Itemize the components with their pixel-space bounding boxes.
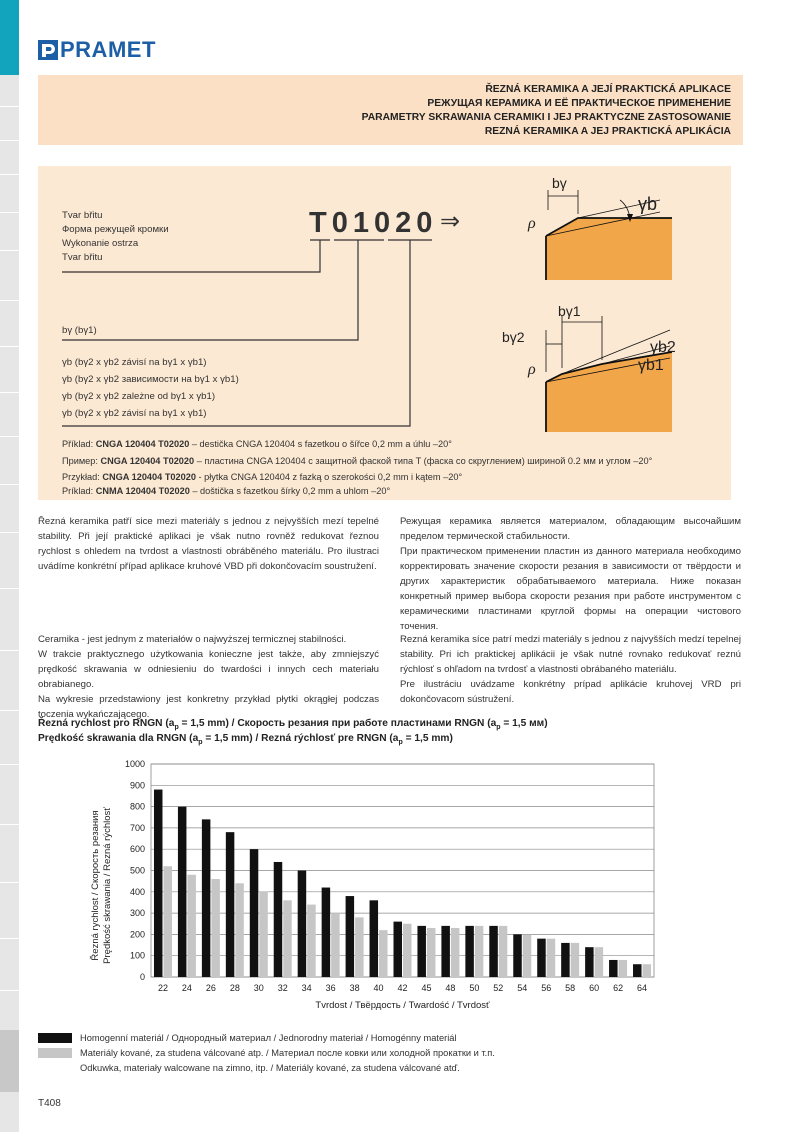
- bar-homogeneous: [370, 900, 379, 977]
- x-tick-label: 32: [277, 983, 288, 993]
- title-cz: ŘEZNÁ KERAMIKA A JEJÍ PRAKTICKÁ APLIKACE: [485, 84, 731, 95]
- bar-forged: [619, 960, 628, 977]
- x-tick-label: 28: [229, 983, 240, 993]
- paragraph-pl: Ceramika - jest jednym z materiałów o najwyższej termicznej stabilności. W trakcie praktycznego użytkowania konieczne jest także, aby zmniejszyć prędkość skrawania w odniesieniu do twardości i innych cech materiału obrabianego. Na wykresie przedstawiony jest konkretny przykład płytki okrągłej podczas toczenia wykańczającego.: [38, 634, 379, 720]
- bar-forged: [523, 934, 532, 977]
- bar-homogeneous: [394, 922, 403, 977]
- x-tick-label: 26: [205, 983, 216, 993]
- bar-homogeneous: [346, 896, 355, 977]
- bar-forged: [283, 900, 292, 977]
- x-tick-label: 64: [637, 983, 648, 993]
- example-pl: Przykład: CNGA 120404 T02020 - płytka CNGA 120404 z fazką o szerokości 0,2 mm i kątem –20°: [62, 472, 463, 482]
- y-tick-label: 600: [129, 844, 145, 855]
- fig2-bgamma2-label: bγ2: [502, 329, 525, 345]
- x-tick-label: 42: [397, 983, 408, 993]
- bar-homogeneous: [250, 849, 258, 977]
- bar-homogeneous: [561, 943, 570, 977]
- gamma-line-sk: γb (bγ2 x γb2 závisí na bγ1 x γb1): [62, 408, 207, 419]
- legend-swatch-black: [38, 1033, 72, 1043]
- y-tick-label: 400: [129, 886, 145, 897]
- legend-item-forged-line2: Odkuwka, materiały walcowane na zimno, itp. / Materiály kované, za studena válcované atď.: [80, 1063, 460, 1073]
- x-tick-label: 54: [517, 983, 528, 993]
- y-tick-label: 100: [129, 950, 145, 961]
- fig1-bgamma-label: bγ: [552, 175, 567, 191]
- x-tick-label: 58: [565, 983, 576, 993]
- y-tick-label: 800: [129, 801, 145, 812]
- x-tick-label: 45: [421, 983, 432, 993]
- x-axis-label: Tvrdost / Твёрдость / Twardość / Tvrdosť: [315, 1000, 490, 1011]
- bar-forged: [571, 943, 580, 977]
- bar-forged: [307, 905, 316, 977]
- fig1-gamma-b-label: γb: [638, 194, 658, 214]
- bar-homogeneous: [226, 832, 235, 977]
- fig2-rho-label: ρ: [528, 361, 536, 378]
- example-cz: Příklad: CNGA 120404 T02020 – destička CNGA 120404 s fazetkou o šířce 0,2 mm a úhlu –20°: [62, 439, 452, 449]
- bar-forged: [187, 875, 196, 977]
- y-tick-label: 300: [129, 908, 145, 919]
- legend-item-forged: Materiály kované, za studena válcované atp. / Материал после ковки или холодной прокатки и т.п.: [38, 1048, 495, 1058]
- x-tick-label: 40: [373, 983, 384, 993]
- legend-item-homogeneous: Homogenní materiál / Однородный материал / Jednorodny materiał / Homogénny materiál: [38, 1033, 457, 1043]
- x-tick-label: 30: [253, 983, 264, 993]
- edge-label-sk: Tvar břitu: [62, 252, 103, 263]
- bar-homogeneous: [298, 871, 307, 978]
- bar-homogeneous: [489, 926, 498, 977]
- bar-forged: [595, 947, 604, 977]
- y-axis-label: Prędkość skrawania / Rezná rýchlosť: [102, 807, 113, 964]
- title-ru: РЕЖУЩАЯ КЕРАМИКА И ЕЁ ПРАКТИЧЕСКОЕ ПРИМЕНЕНИЕ: [427, 98, 731, 109]
- edge-label-ru: Форма режущей кромки: [62, 224, 169, 235]
- y-axis-label: Řezná rychlost / Скорость резания: [90, 810, 101, 961]
- bar-homogeneous: [274, 862, 283, 977]
- paragraph-ru: Режущая керамика является материалом, обладающим высочайшим пределом термической стабильности. При практическом применении пластин из данного материала необходимо корректировать значение скорости резания в зависимости от твёрдости и других характеристик обрабатываемого материала. Ниже показан конкретный пример выбора скорости резания при работе инструментом с керамическими пластинами круглой формы на операции чистового точения.: [400, 516, 741, 632]
- bar-forged: [211, 879, 220, 977]
- y-tick-label: 700: [129, 822, 145, 833]
- bar-homogeneous: [465, 926, 474, 977]
- bar-forged: [427, 928, 436, 977]
- bar-homogeneous: [441, 926, 450, 977]
- bar-forged: [403, 924, 412, 977]
- edge-label-pl: Wykonanie ostrza: [62, 238, 139, 249]
- bar-homogeneous: [178, 807, 187, 977]
- x-tick-label: 36: [325, 983, 336, 993]
- bar-forged: [259, 892, 268, 977]
- y-tick-label: 200: [129, 929, 145, 940]
- fig2-bgamma1-label: bγ1: [558, 303, 581, 319]
- x-tick-label: 50: [469, 983, 480, 993]
- x-tick-label: 22: [157, 983, 168, 993]
- paragraph-cz: Řezná keramika patří sice mezi materiály s jednou z nejvyšších mezí tepelné stability. Při její praktické aplikaci je však nutno rovněž redukovat řeznou rychlost s ohledem na tvrdost a vlastnosti obráběného materiálu. Pro ilustraci uvádíme konkrétní případ aplikace kruhové VBD při dokončovacím soustružení.: [38, 516, 379, 572]
- bar-homogeneous: [537, 939, 546, 977]
- paragraph-sk: Rezná keramika síce patrí medzi materiály s jednou z najvyšších medzí tepelnej stability. Pri ich praktickej aplikácii je však nutné rovnako redukovať reznú rýchlosť s ohľadom na tvrdosť a vlastnosti obrábaného materiálu. Pre ilustráciu uvádzame konkrétny prípad aplikácie kruhovej VRD pri dokončovacom sústružení.: [400, 634, 741, 705]
- fig1-rho-label: ρ: [528, 215, 536, 232]
- bar-forged: [547, 939, 556, 977]
- bar-forged: [379, 930, 388, 977]
- bar-homogeneous: [609, 960, 618, 977]
- x-tick-label: 24: [181, 983, 192, 993]
- x-tick-label: 56: [541, 983, 552, 993]
- x-tick-label: 34: [301, 983, 312, 993]
- gamma-line-ru: γb (bγ2 x γb2 зависимости на bγ1 x γb1): [62, 374, 239, 385]
- bar-forged: [331, 913, 340, 977]
- fig2-gamma-b1-label: γb1: [638, 357, 664, 374]
- bar-forged: [643, 964, 652, 977]
- bar-forged: [451, 928, 460, 977]
- bar-homogeneous: [154, 790, 163, 977]
- fig2-gamma-b2-label: γb2: [650, 339, 676, 356]
- x-tick-label: 60: [589, 983, 600, 993]
- gamma-line-cz: γb (bγ2 x γb2 závisí na bγ1 x γb1): [62, 357, 207, 368]
- y-tick-label: 1000: [124, 759, 145, 769]
- edge-code: T01020: [309, 207, 438, 239]
- y-tick-label: 0: [139, 972, 145, 982]
- bar-homogeneous: [513, 934, 522, 977]
- bar-homogeneous: [202, 819, 211, 977]
- x-tick-label: 38: [349, 983, 360, 993]
- example-sk: Príklad: CNMA 120404 T02020 – doštička s fazetkou šírky 0,2 mm a uhlom –20°: [62, 486, 391, 496]
- gamma-line-pl: γb (bγ2 x γb2 zależne od bγ1 x γb1): [62, 391, 216, 402]
- x-tick-label: 52: [493, 983, 504, 993]
- bar-homogeneous: [322, 888, 331, 977]
- bar-homogeneous: [585, 947, 594, 977]
- y-tick-label: 900: [129, 780, 145, 791]
- page-number: T408: [38, 1098, 61, 1109]
- logo-wordmark: PRAMET: [60, 37, 156, 62]
- edge-label-cz: Tvar břitu: [62, 210, 103, 221]
- bar-forged: [499, 926, 508, 977]
- bar-forged: [355, 917, 364, 977]
- title-pl: PARAMETRY SKRAWANIA CERAMIKI I JEJ PRAKTYCZNE ZASTOSOWANIE: [361, 112, 731, 123]
- bar-forged: [163, 866, 172, 977]
- x-tick-label: 48: [445, 983, 456, 993]
- arrow-icon: ⇒: [440, 208, 461, 235]
- chart-title-line-2: Prędkość skrawania dla RNGN ($a_p = 1,5$ mm) / Rezná rýchlosť pre RNGN ($a_p = 1,5$ mm): [38, 733, 453, 747]
- bar-homogeneous: [633, 964, 642, 977]
- example-ru: Пример: CNGA 120404 T02020 – пластина CNGA 120404 с защитной фаcкой типа T (фаска со скруглением) шириной 0.2 мм и углом –20°: [62, 456, 653, 466]
- bar-forged: [475, 926, 484, 977]
- y-tick-label: 500: [129, 865, 145, 876]
- bar-forged: [235, 883, 244, 977]
- chart-title-line-1: Řezná rychlost pro RNGN ($a_p = 1,5$ mm) / Скорость резания при работе пластинами RNGN ($a_p = 1,5$ мм): [38, 718, 548, 732]
- legend-swatch-gray: [38, 1048, 72, 1058]
- x-tick-label: 62: [613, 983, 624, 993]
- title-sk: REZNÁ KERAMIKA A JEJ PRAKTICKÁ APLIKÁCIA: [484, 126, 731, 137]
- bar-homogeneous: [417, 926, 426, 977]
- bgamma-label: bγ (bγ1): [62, 325, 97, 336]
